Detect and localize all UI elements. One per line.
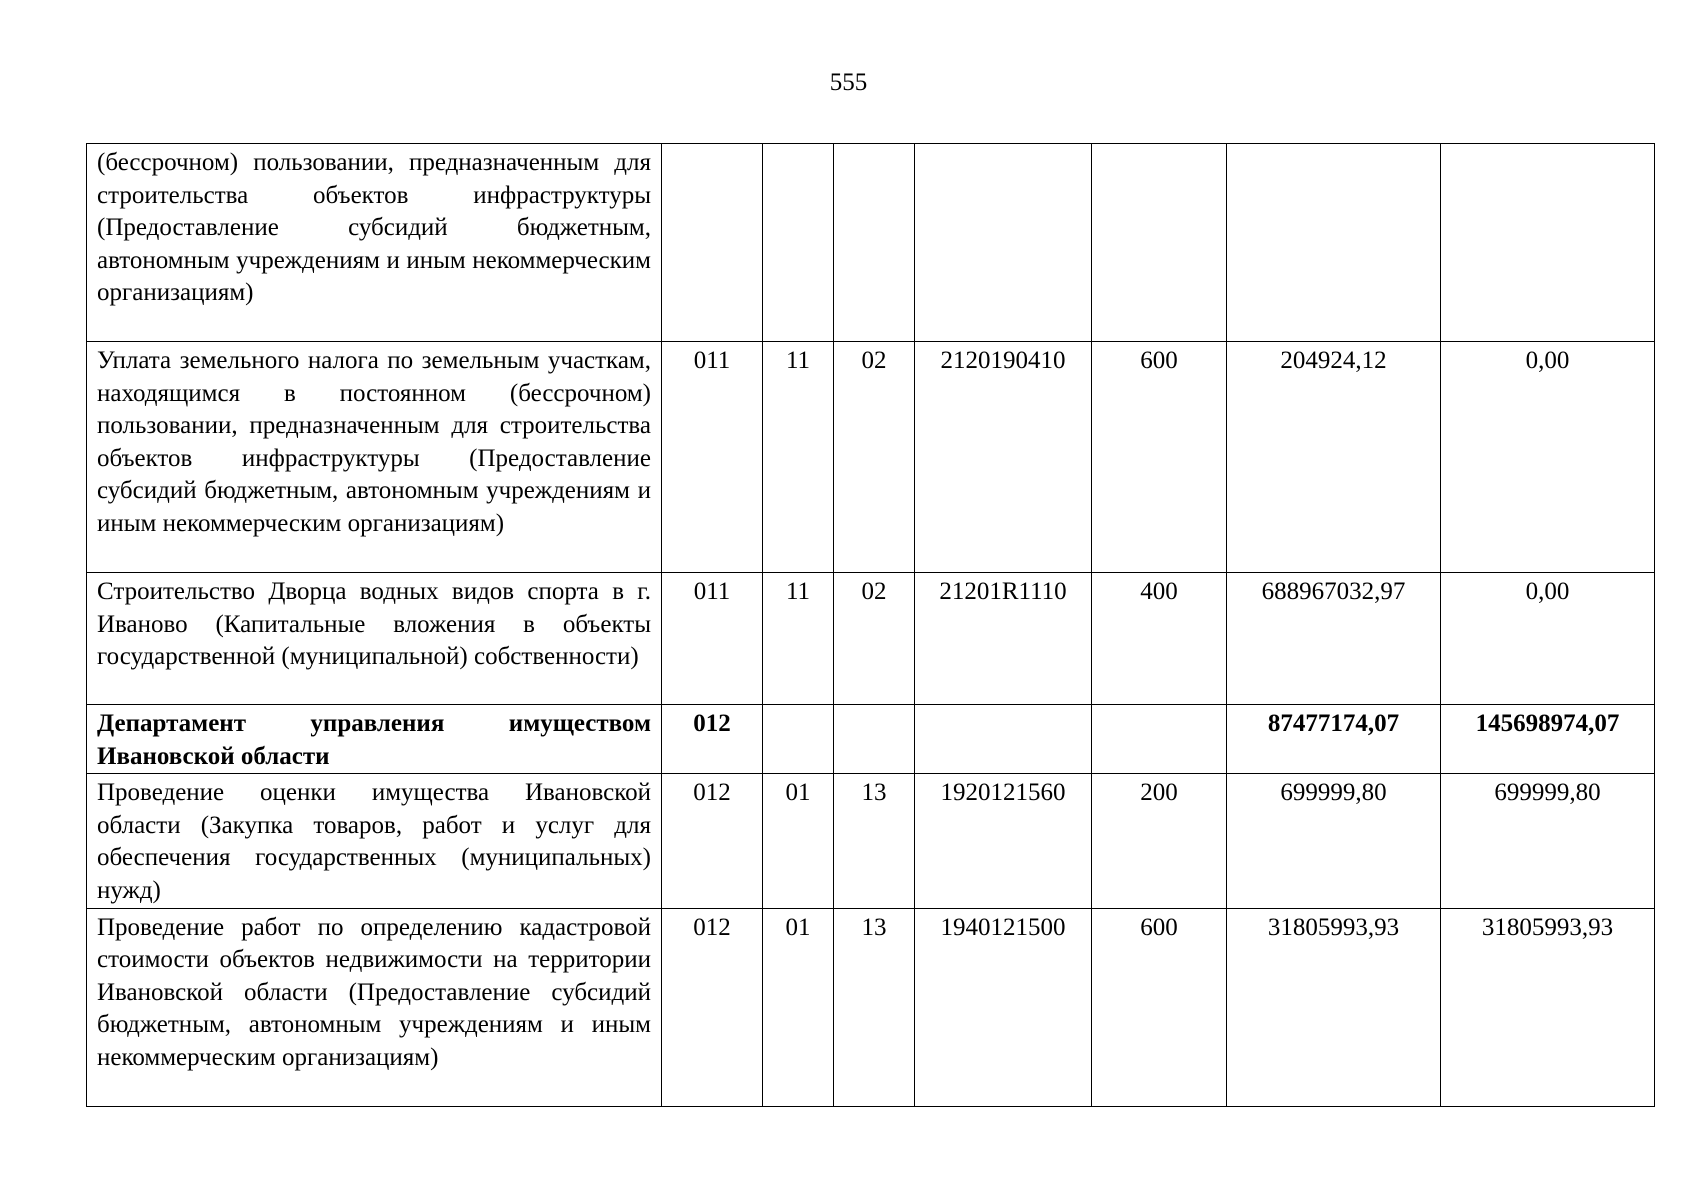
expense-type-cell: 400 [1092,573,1227,705]
target-code-cell [915,144,1092,342]
budget-table [86,143,1655,1107]
expense-type-cell: 600 [1092,908,1227,1106]
sum-2021-cell: 688967032,97 [1227,573,1441,705]
section-code-cell: 01 [763,908,834,1106]
ministry-code-cell [662,144,763,342]
sum-2022-cell: 145698974,07 [1441,705,1655,774]
target-code-cell: 1920121560 [915,774,1092,908]
section-code-cell: 01 [763,774,834,908]
subsection-code-cell [834,705,915,774]
table-row [87,342,1655,573]
section-code-cell: 11 [763,342,834,573]
ministry-code-cell: 012 [662,705,763,774]
expense-type-cell [1092,144,1227,342]
section-code-cell: 11 [763,573,834,705]
subsection-code-cell [834,144,915,342]
section-code-cell [763,144,834,342]
sum-2021-cell: 204924,12 [1227,342,1441,573]
sum-2022-cell: 0,00 [1441,342,1655,573]
sum-2022-cell: 699999,80 [1441,774,1655,908]
expense-name-cell: (бессрочном) пользовании, предназначенным для строительства объектов инфраструктуры (Предоставление субсидий бюджетным, автономным учреждениям и иным некоммерческим организациям) [87,144,662,342]
page-number: 555 [829,69,868,96]
budget-table-body [87,144,1655,1107]
sum-2021-cell [1227,144,1441,342]
expense-type-cell [1092,705,1227,774]
expense-type-cell: 600 [1092,342,1227,573]
target-code-cell [915,705,1092,774]
target-code-cell: 21201R1110 [915,573,1092,705]
table-row [87,144,1655,342]
target-code-cell: 2120190410 [915,342,1092,573]
ministry-code-cell: 012 [662,774,763,908]
sum-2021-cell: 31805993,93 [1227,908,1441,1106]
subsection-code-cell: 13 [834,908,915,1106]
subsection-code-cell: 13 [834,774,915,908]
sum-2021-cell: 87477174,07 [1227,705,1441,774]
ministry-code-cell: 012 [662,908,763,1106]
subsection-code-cell: 02 [834,573,915,705]
sum-2022-cell: 0,00 [1441,573,1655,705]
sum-2022-cell: 31805993,93 [1441,908,1655,1106]
table-row [87,573,1655,705]
sum-2022-cell [1441,144,1655,342]
ministry-code-cell: 011 [662,342,763,573]
expense-name-cell: Уплата земельного налога по земельным участкам, находящимся в постоянном (бессрочном) пользовании, предназначенным для строительства объектов инфраструктуры (Предоставление субсидий бюджетным, автономным учреждениям и иным некоммерческим организациям) [87,342,662,573]
expense-name-cell: Департамент управления имуществом Ивановской области [87,705,662,774]
section-code-cell [763,705,834,774]
subsection-code-cell: 02 [834,342,915,573]
target-code-cell: 1940121500 [915,908,1092,1106]
table-row [87,908,1655,1106]
sum-2021-cell: 699999,80 [1227,774,1441,908]
expense-name-cell: Проведение работ по определению кадастровой стоимости объектов недвижимости на территории Ивановской области (Предоставление субсидий бюджетным, автономным учреждениям и иным некоммерческим организациям) [87,908,662,1106]
ministry-code-cell: 011 [662,573,763,705]
expense-name-cell: Строительство Дворца водных видов спорта в г. Иваново (Капитальные вложения в объекты государственной (муниципальной) собственности) [87,573,662,705]
expense-type-cell: 200 [1092,774,1227,908]
table-row [87,774,1655,908]
expense-name-cell: Проведение оценки имущества Ивановской области (Закупка товаров, работ и услуг для обеспечения государственных (муниципальных) нужд) [87,774,662,908]
table-row-department [87,705,1655,774]
